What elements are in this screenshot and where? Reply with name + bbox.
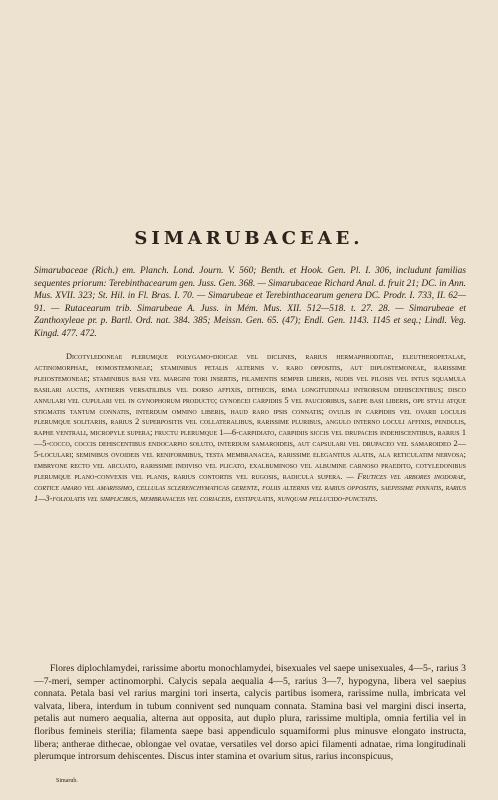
family-title: SIMARUBACEAE. (134, 228, 364, 249)
synonymy-paragraph: Simarubaceae (Rich.) em. Planch. Lond. Journ. V. 560; Benth. et Hook. Gen. Pl. I. 306, includunt familias sequentes priorum: Terebinthacearum gen. Juss. Gen. 368. — Simarubaceae Richard Anal. d. fruit 21; DC. in Ann. Mus. XVII. 323; St. Hil. in Fl. Bras. I. 70. — Simarubeae et Terebinthacearum genera DC. Prodr. I. 733, II. 62—91. — Rutacearum trib. Simarubeae A. Juss. in Mém. Mus. XII. 512—518. t. 27. 28. — Simarubeae et Zanthoxyleae pr. p. Bartl. Ord. nat. 384. 385; Meissn. Gen. 65. (47); Endl. Gen. 1143. 1145 et seq.; Lindl. Veg. Kingd. 477. 472. (34, 266, 466, 339)
diagnosis-text: Dicotyledoneae plerumque polygamo-dioicae vel diclines, rarius hermaphroditae, eleutheropetalae, actinomorphae, homostemoneae; staminibus petalis alternis v. raro oppositis, aut diplostemoneae, rarissime pleiostemoneae; staminibus basi vel margini tori insertis, filamentis semper liberis, nudis vel pilosis vel intus squamula basilari auctis, antheris versatilibus vel dorso affixis, dithecis, rima longitudinali introrsum dehiscentibus; disco annulari vel cupulari vel in gynophorum producto; gynoecei carpidiis 5 vel paucioribus, saepe basi liberis, ope styli atque stigmatis tantum connatis, interdum omnino liberis, haud raro ipsis connatis; ovulis in carpidiis vel ovarii loculis plerumque solitariis, rarius 2 superpositis vel collateralibus, rarissime pluribus, angulo interno loculi affixis, pendulis, raphe ventrali, micropyle supera; fructu plerumque 1—6-carpidiato, carpidiis siccis vel drupaceis indehiscentibus, rarius 1—5-cocco, coccis dehiscentibus endocarpio soluto, interdum samaroideis, aut capsulari vel drupaceo vel samaroideo 2—5-loculari; seminibus ovoideis vel reniformibus, testa membranacea, rarissime elegantius alatis, ala reticulatim nervosa; embryone recto vel arcuato, rarissime indiviso vel plicato, exalbuminoso vel albumine carnoso praedito, cotyledonibus plerumque plano-convexis vel planis, rarius contortis vel rugosis, radicula supera. (34, 352, 466, 481)
signature-mark: Simarub. (56, 778, 78, 784)
diagnosis-paragraph (34, 352, 466, 505)
diagnosis-habit-text: — Frutices vel arbores inodorae, cortice amaro vel amarissimo, cellulas sclerenchymaticas gerente, foliis alternis vel rarius oppositis, saepissime pinnatis, rarius 1—3-foliolatis vel simplicibus, membranaceis vel coriaceis, exstipulatis, nunquam pellucido-punctatis. (34, 471, 467, 503)
description-paragraph: Flores diplochlamydei, rarissime abortu monochlamydei, bisexuales vel saepe unisexuales, 4—5-, rarius 3—7-meri, semper actinomorphi. Calycis sepala aequalia 4—5, rarius 3—7, hypogyna, libera vel saepius connata. Petala basi vel rarius margini tori inserta, calycis partibus isomera, rarissime nulla, imbricata vel valvata, libera, interdum in tubum connivent sed nunquam connata. Stamina basi vel margini disci inserta, petalis aut numero aequalia, alterna aut opposita, aut duplo plura, rarissime multipla, omnia fertilia vel in floribus femineis sterilia; filamenta saepe basi appendiculo squamiformi plus minusve elongato instructa, libera; antherae dithecae, oblongae vel ovatae, versatiles vel dorso apici filamenti adnatae, rima longitudinali plerumque introrsum dehiscentes. Discus inter stamina et ovarium situs, rarius inconspicuus, (34, 663, 466, 763)
